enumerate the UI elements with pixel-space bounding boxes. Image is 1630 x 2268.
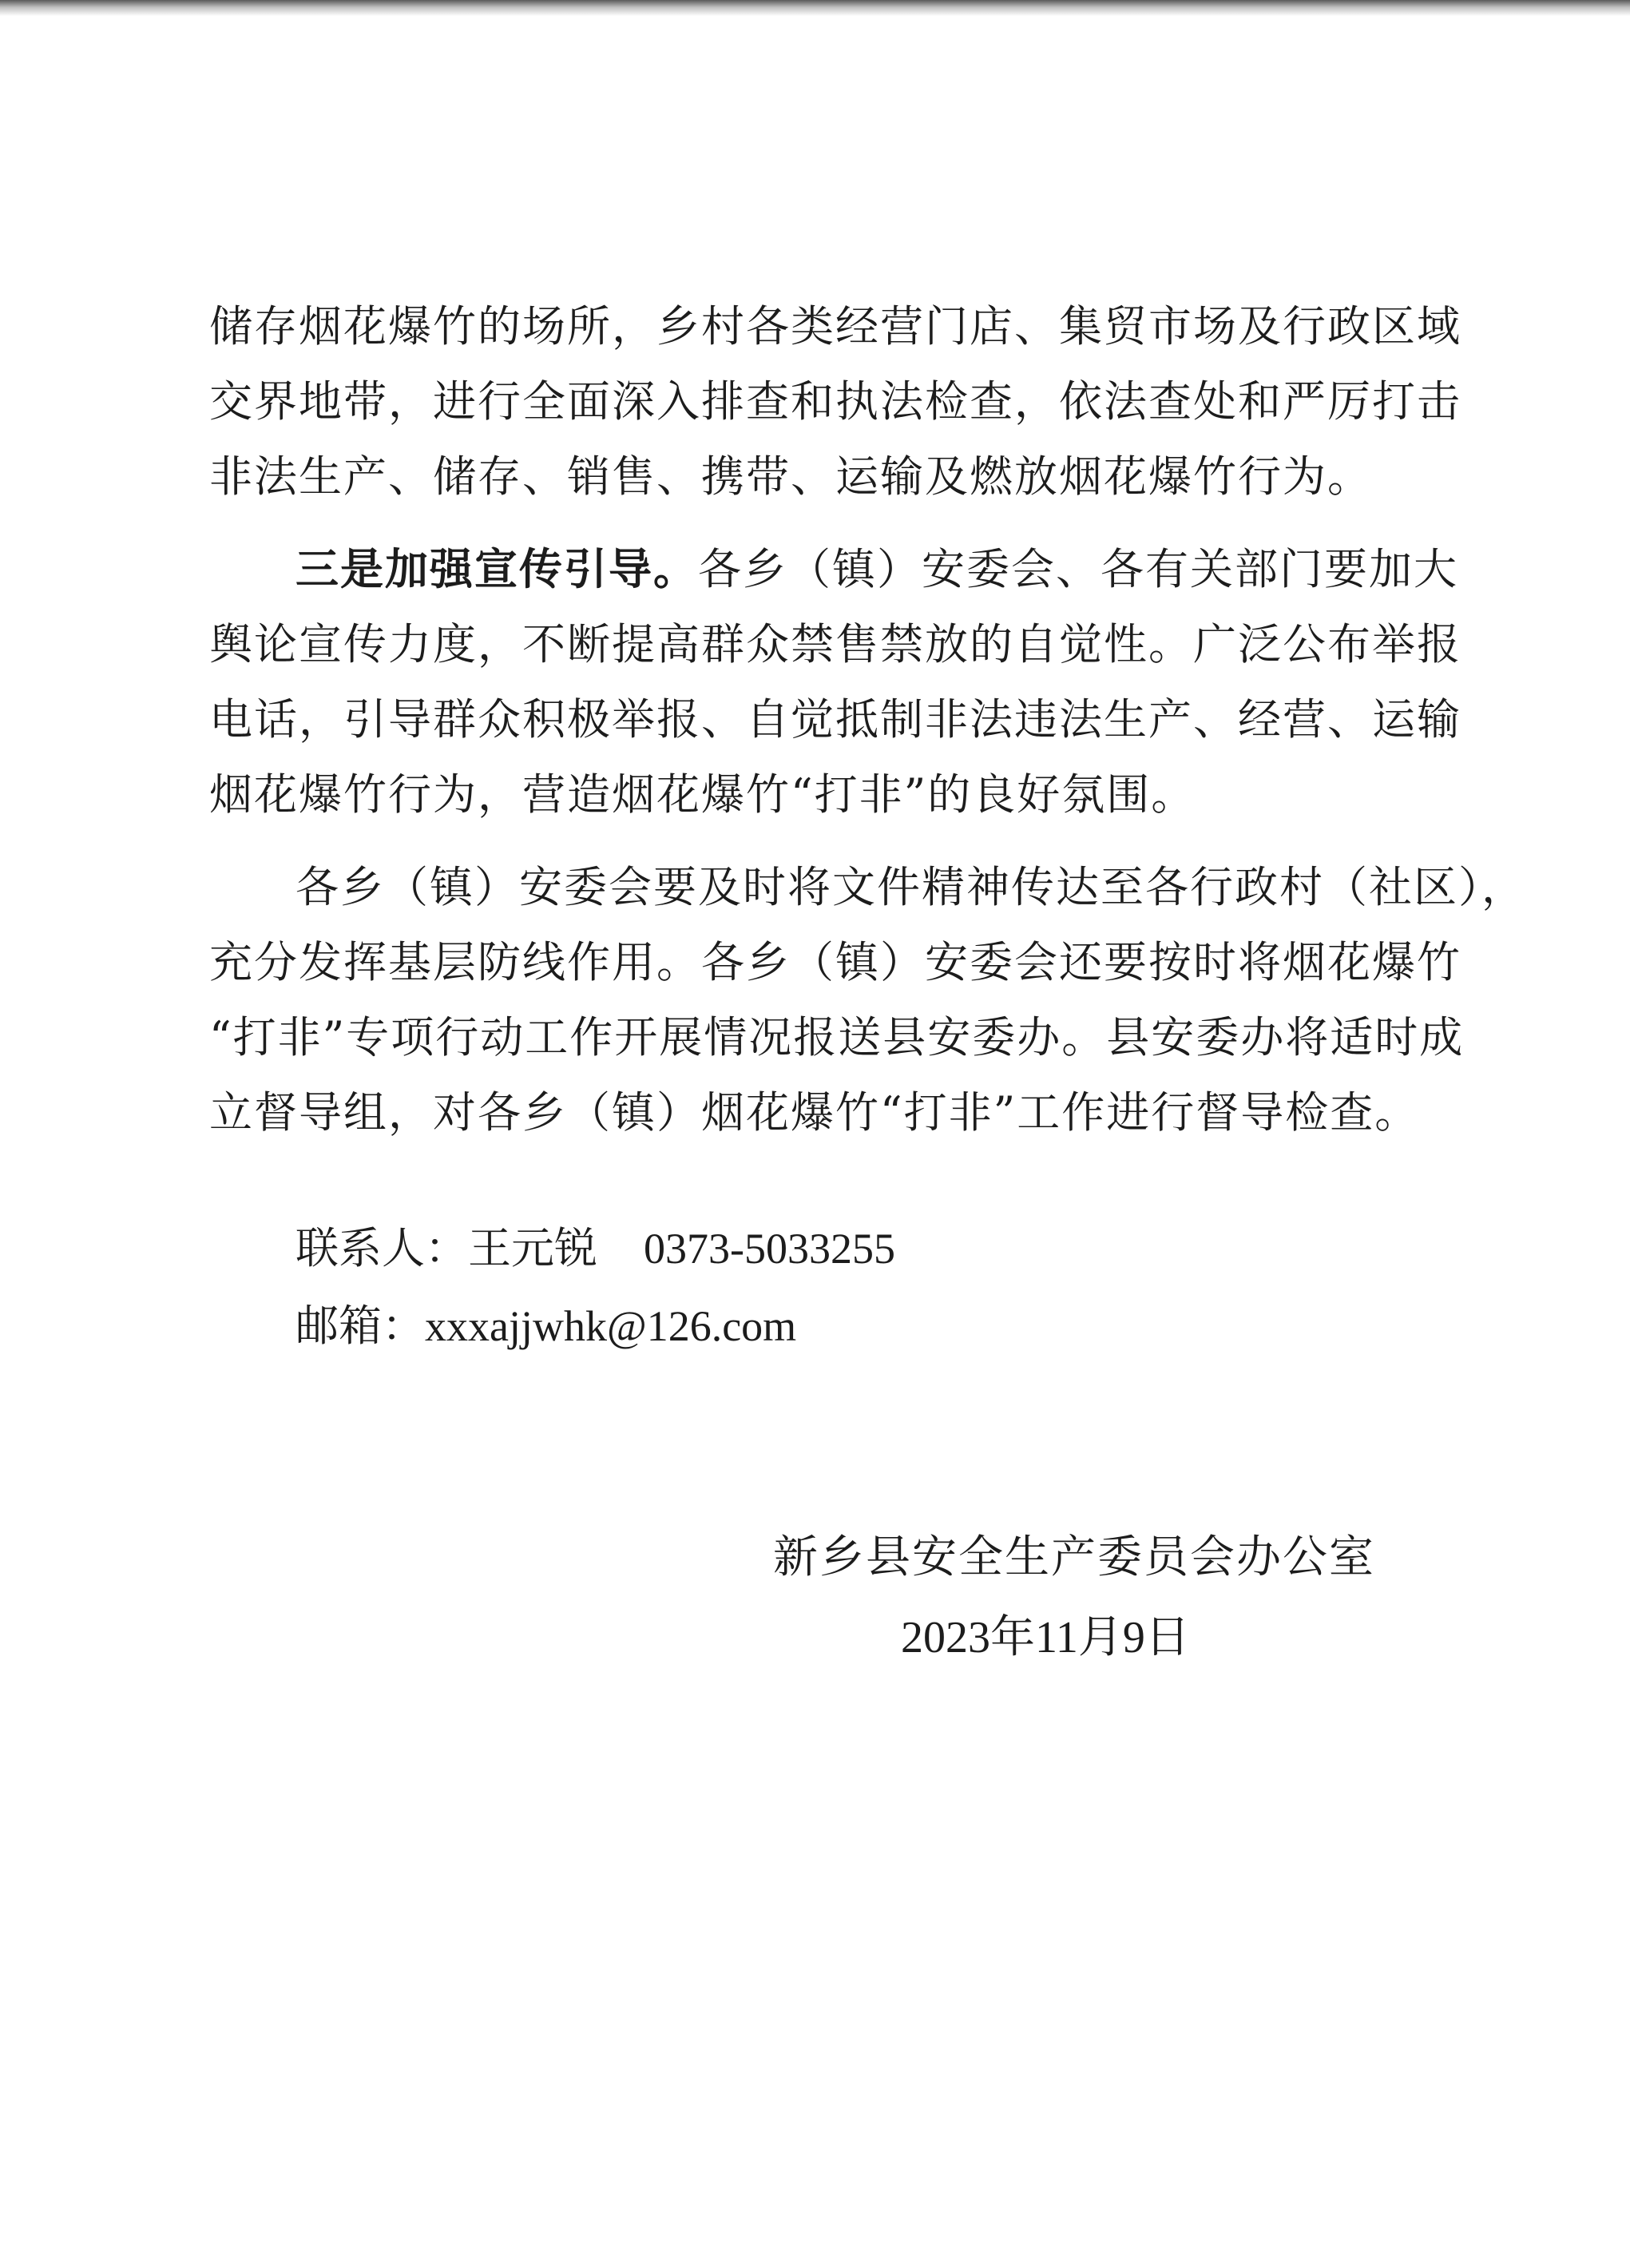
paragraph-line: “打非”专项行动工作开展情况报送县安委办。县安委办将适时成 [209,1012,1465,1063]
paragraph-text: 各乡（镇）安委会、各有关部门要加大 [698,544,1458,594]
section-heading: 三是加强宣传引导。 [295,544,698,594]
contact-email-label: 邮箱： [295,1301,425,1351]
paragraph-publicity [209,532,1461,832]
signature-date: 2023年11月9日 [901,1613,1190,1662]
body-text [209,289,1526,1150]
paragraph-line: 舆论宣传力度，不断提高群众禁售禁放的自觉性。广泛公布举报 [209,619,1461,669]
paragraph-line: 烟花爆竹行为，营造烟花爆竹“打非”的良好氛围。 [209,769,1196,820]
contact-person-label: 联系人： [295,1223,468,1273]
paragraph-line [209,532,1458,607]
paragraph-line: 充分发挥基层防线作用。各乡（镇）安委会还要按时将烟花爆竹 [209,937,1461,987]
paragraph-line: 非法生产、储存、销售、携带、运输及燃放烟花爆竹行为。 [209,451,1372,502]
paragraph-line: 各乡（镇）安委会要及时将文件精神传达至各行政村（社区）， [295,862,1526,912]
scan-top-edge [0,0,1630,16]
signature-organization: 新乡县安全生产委员会办公室 [773,1531,1375,1583]
contact-person-name: 王元锐 [468,1223,597,1273]
contact-email-address: xxxajjwhk@126.com [425,1302,797,1350]
paragraph-line: 立督导组，对各乡（镇）烟花爆竹“打非”工作进行督导检查。 [209,1087,1420,1138]
paragraph-enforcement [209,289,1461,514]
contact-email [295,1292,796,1353]
contact-phone: 0373-5033255 [644,1225,895,1273]
paragraph-requirements [209,850,1526,1150]
paragraph-line: 交界地带，进行全面深入排查和执法检查，依法查处和严厉打击 [209,376,1461,427]
contact-person [295,1214,895,1276]
paragraph-line: 电话，引导群众积极举报、自觉抵制非法违法生产、经营、运输 [209,694,1461,745]
paragraph-line: 储存烟花爆竹的场所，乡村各类经营门店、集贸市场及行政区域 [209,301,1461,352]
